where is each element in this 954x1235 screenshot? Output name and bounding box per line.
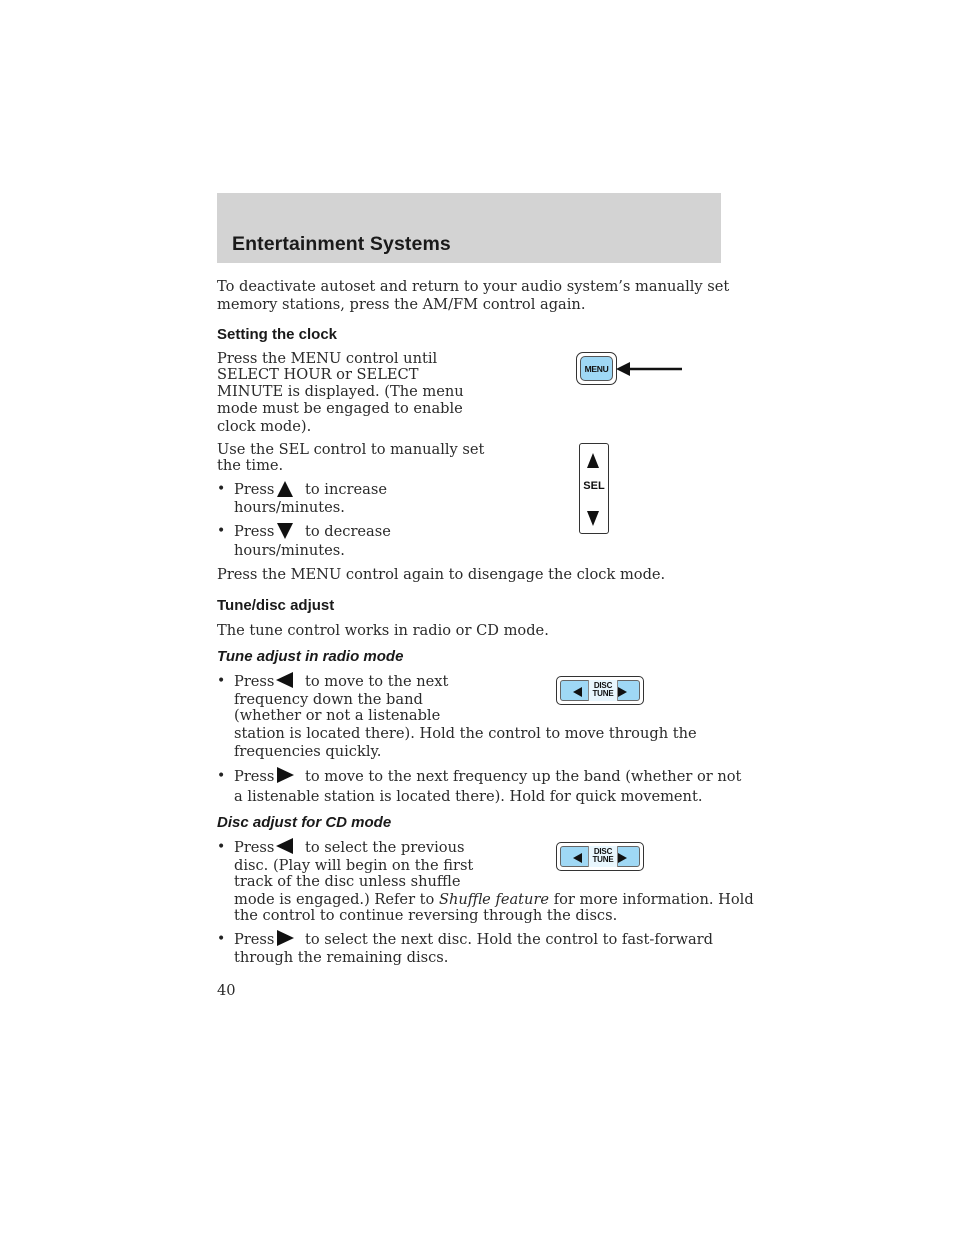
radio-b2-text: to move to the next frequency up the band (whether or not xyxy=(305,768,742,785)
bullet-dot: • xyxy=(217,481,226,497)
bullet-dot: • xyxy=(217,839,226,855)
clock-sel-line-2: the time. xyxy=(217,457,284,474)
clock-menu-line-5: clock mode). xyxy=(217,418,312,435)
shuffle-feature-reference: Shuffle feature xyxy=(438,891,550,908)
radio-subheading: Tune adjust in radio mode xyxy=(217,648,404,665)
cd-b1-line-2: disc. (Play will begin on the first xyxy=(234,857,474,874)
radio-b1-line-5: frequencies quickly. xyxy=(234,743,382,760)
radio-b2-line-2: a listenable station is located there). Hold for quick movement. xyxy=(234,788,703,805)
bullet-dot: • xyxy=(217,523,226,539)
clock-sel-line-1: Use the SEL control to manually set xyxy=(217,441,485,458)
disc-tune-left-arrow-icon xyxy=(573,853,582,863)
disc-tune-control-illustration xyxy=(556,842,644,871)
disc-tune-right-arrow-icon xyxy=(618,853,627,863)
section-header-band xyxy=(217,193,721,263)
bullet-dot: • xyxy=(217,931,226,947)
pointer-arrow-icon xyxy=(616,361,684,377)
bullet-dot: • xyxy=(217,768,226,784)
up-arrow-icon xyxy=(277,481,293,497)
cd-b2-press: Press xyxy=(234,931,275,948)
bullet-increase-line-2: hours/minutes. xyxy=(234,499,345,516)
clock-menu-line-2: SELECT HOUR or SELECT xyxy=(217,366,419,383)
clock-menu-line-3: MINUTE is displayed. (The menu xyxy=(217,383,464,400)
sel-label: SEL xyxy=(583,480,605,492)
clock-disengage: Press the MENU control again to disengage the clock mode. xyxy=(217,566,666,583)
disc-tune-control-illustration xyxy=(556,676,644,705)
cd-b1-line-3: track of the disc unless shuffle xyxy=(234,873,461,890)
bullet-dot: • xyxy=(217,673,226,689)
radio-b1-line-2: frequency down the band xyxy=(234,691,423,708)
cd-b1-line-5: the control to continue reversing through the discs. xyxy=(234,907,618,924)
page-title: Entertainment Systems xyxy=(232,233,451,255)
sel-control-illustration xyxy=(579,443,609,534)
cd-b1-line-4 xyxy=(234,891,754,908)
clock-heading: Setting the clock xyxy=(217,326,338,343)
cd-subheading: Disc adjust for CD mode xyxy=(217,814,392,831)
menu-button-label: MENU xyxy=(580,356,613,381)
radio-b1-press: Press xyxy=(234,673,275,690)
bullet-decrease-text: to decrease xyxy=(305,523,391,540)
intro-line-1: To deactivate autoset and return to your audio system’s manually set xyxy=(217,278,730,295)
radio-b1-text: to move to the next xyxy=(305,673,449,690)
cd-b1-press: Press xyxy=(234,839,275,856)
bullet-increase-press: Press xyxy=(234,481,275,498)
right-arrow-icon xyxy=(277,930,294,946)
menu-control-illustration xyxy=(576,352,617,385)
cd-b1-text: to select the previous xyxy=(305,839,465,856)
disc-label: DISC xyxy=(593,847,613,856)
radio-b2-press: Press xyxy=(234,768,275,785)
disc-tune-right-arrow-icon xyxy=(618,687,627,697)
sel-up-arrow-icon xyxy=(587,453,599,468)
page-number: 40 xyxy=(217,982,236,999)
left-arrow-icon xyxy=(276,672,293,688)
clock-menu-line-1: Press the MENU control until xyxy=(217,350,438,367)
cd-b1-line-4-post: for more information. Hold xyxy=(549,891,754,908)
sel-down-arrow-icon xyxy=(587,511,599,526)
intro-line-2: memory stations, press the AM/FM control again. xyxy=(217,296,586,313)
tune-para: The tune control works in radio or CD mode. xyxy=(217,622,549,639)
tune-heading: Tune/disc adjust xyxy=(217,597,335,614)
bullet-decrease-line-2: hours/minutes. xyxy=(234,542,345,559)
cd-b1-line-4-pre: mode is engaged.) Refer to xyxy=(234,891,439,908)
clock-menu-line-4: mode must be engaged to enable xyxy=(217,400,463,417)
tune-label: TUNE xyxy=(592,855,614,864)
tune-label: TUNE xyxy=(592,689,614,698)
radio-b1-line-4: station is located there). Hold the control to move through the xyxy=(234,725,697,742)
bullet-decrease-press: Press xyxy=(234,523,275,540)
radio-b1-line-3: (whether or not a listenable xyxy=(234,707,441,724)
bullet-increase-text: to increase xyxy=(305,481,387,498)
cd-b2-text: to select the next disc. Hold the control to fast-forward xyxy=(305,931,713,948)
right-arrow-icon xyxy=(277,767,294,783)
down-arrow-icon xyxy=(277,523,293,539)
disc-tune-left-arrow-icon xyxy=(573,687,582,697)
left-arrow-icon xyxy=(276,838,293,854)
cd-b2-line-2: through the remaining discs. xyxy=(234,949,449,966)
disc-label: DISC xyxy=(593,681,613,690)
